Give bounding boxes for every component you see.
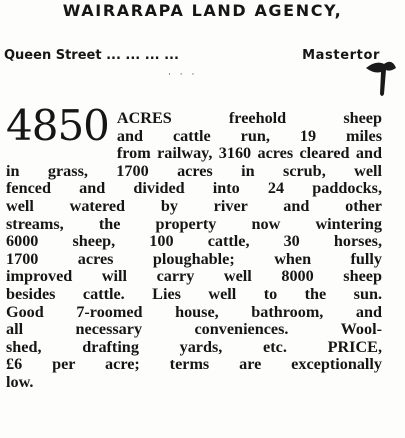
- street-text: Queen Street ... ... ... ...: [4, 48, 179, 63]
- ad-line: improved will carry well 8000 sheep: [6, 267, 382, 286]
- ad-line: 6000 sheep, 100 cattle, 30 horses,: [6, 232, 382, 251]
- ad-line: shed, drafting yards, etc. PRICE,: [6, 337, 382, 356]
- ad-line: ACRES freehold sheep: [116, 109, 382, 127]
- acreage-figure: 4850: [6, 101, 109, 150]
- ink-smudge-icon: [362, 50, 398, 100]
- ad-line: all necessary conveniences. Wool-: [6, 320, 382, 339]
- separator-dots: · · ·: [168, 70, 198, 80]
- ad-line: streams, the property now wintering: [6, 214, 382, 233]
- ad-line: from railway, 3160 acres cleared and: [116, 144, 382, 163]
- agency-address: [4, 45, 380, 67]
- advertisement-body: [6, 101, 382, 392]
- ad-line: low.: [6, 372, 34, 391]
- town-text: Mastertor: [302, 48, 380, 63]
- ad-line: in grass, 1700 acres in scrub, well: [6, 161, 382, 180]
- ad-line: Good 7-roomed house, bathroom, and: [6, 302, 382, 321]
- ad-line: 1700 acres ploughable; when fully: [6, 249, 382, 268]
- ad-line: and cattle run, 19 miles: [116, 126, 382, 145]
- ad-line: besides cattle. Lies well to the sun.: [6, 284, 382, 303]
- agency-title: WAIRARAPA LAND AGENCY,: [62, 1, 343, 20]
- ad-line: £6 per acre; terms are exceptionally: [6, 355, 382, 374]
- ad-line: well watered by river and other: [6, 196, 382, 215]
- ad-line: fenced and divided into 24 paddocks,: [6, 179, 382, 198]
